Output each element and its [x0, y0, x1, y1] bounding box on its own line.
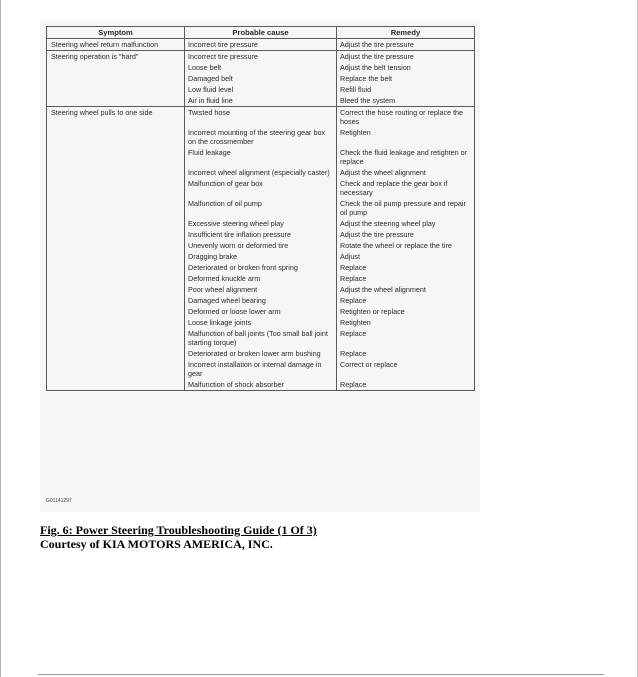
table-row	[47, 62, 475, 73]
remedy-cell: Adjust	[337, 251, 475, 262]
remedy-cell: Replace	[337, 328, 475, 348]
remedy-cell: Adjust the belt tension	[337, 62, 475, 73]
cause-cell: Malfunction of ball joints (Too small ball joint starting torque)	[185, 328, 337, 348]
cause-cell: Low fluid level	[185, 84, 337, 95]
symptom-cell	[47, 229, 185, 240]
remedy-cell: Adjust the steering wheel play	[337, 218, 475, 229]
symptom-cell	[47, 251, 185, 262]
symptom-cell	[47, 284, 185, 295]
symptom-cell	[47, 198, 185, 218]
remedy-cell: Check and replace the gear box if necessary	[337, 178, 475, 198]
remedy-cell: Adjust the wheel alignment	[337, 284, 475, 295]
table-row	[47, 273, 475, 284]
cause-cell: Fluid leakage	[185, 147, 337, 167]
symptom-cell	[47, 262, 185, 273]
remedy-cell: Retighten or replace	[337, 306, 475, 317]
table-row	[47, 379, 475, 391]
cause-cell: Unevenly worn or deformed tire	[185, 240, 337, 251]
table-row	[47, 317, 475, 328]
cause-cell: Loose linkage joints	[185, 317, 337, 328]
table-row	[47, 167, 475, 178]
remedy-cell: Correct or replace	[337, 359, 475, 379]
symptom-cell	[47, 295, 185, 306]
table-row	[47, 107, 475, 128]
remedy-cell: Check the oil pump pressure and repair oil pump	[337, 198, 475, 218]
cause-cell: Deteriorated or broken lower arm bushing	[185, 348, 337, 359]
remedy-cell: Adjust the tire pressure	[337, 39, 475, 51]
symptom-cell	[47, 317, 185, 328]
table-row	[47, 262, 475, 273]
cause-cell: Incorrect mounting of the steering gear box on the crossmember	[185, 127, 337, 147]
remedy-cell: Bleed the system	[337, 95, 475, 107]
symptom-cell	[47, 348, 185, 359]
remedy-cell: Replace	[337, 348, 475, 359]
symptom-cell	[47, 178, 185, 198]
symptom-cell	[47, 306, 185, 317]
table-row	[47, 127, 475, 147]
table-row	[47, 73, 475, 84]
table-row	[47, 229, 475, 240]
symptom-cell: Steering wheel pulls to one side	[47, 107, 185, 128]
cause-cell: Malfunction of oil pump	[185, 198, 337, 218]
remedy-cell: Adjust the wheel alignment	[337, 167, 475, 178]
remedy-cell: Replace	[337, 262, 475, 273]
remedy-cell: Adjust the tire pressure	[337, 229, 475, 240]
remedy-cell: Replace	[337, 273, 475, 284]
troubleshooting-figure	[40, 20, 480, 512]
symptom-cell	[47, 95, 185, 107]
cause-cell: Incorrect installation or internal damage in gear	[185, 359, 337, 379]
cause-cell: Deteriorated or broken front spring	[185, 262, 337, 273]
table-row	[47, 359, 475, 379]
page-border-left	[0, 0, 1, 677]
cause-cell: Deformed or loose lower arm	[185, 306, 337, 317]
table-row	[47, 178, 475, 198]
table-row	[47, 51, 475, 63]
symptom-cell	[47, 379, 185, 391]
symptom-cell	[47, 359, 185, 379]
cause-cell: Damaged wheel bearing	[185, 295, 337, 306]
symptom-cell	[47, 73, 185, 84]
table-row	[47, 95, 475, 107]
cause-cell: Damaged belt	[185, 73, 337, 84]
footer-divider	[38, 674, 604, 675]
cause-cell: Malfunction of shock absorber	[185, 379, 337, 391]
cause-cell: Twisted hose	[185, 107, 337, 128]
remedy-cell: Refill fluid	[337, 84, 475, 95]
symptom-cell	[47, 84, 185, 95]
symptom-cell	[47, 167, 185, 178]
remedy-cell: Retighten	[337, 317, 475, 328]
table-row	[47, 284, 475, 295]
symptom-cell	[47, 328, 185, 348]
cause-cell: Incorrect tire pressure	[185, 51, 337, 63]
cause-cell: Insufficient tire inflation pressure	[185, 229, 337, 240]
cause-cell: Deformed knuckle arm	[185, 273, 337, 284]
symptom-cell	[47, 218, 185, 229]
remedy-cell: Rotate the wheel or replace the tire	[337, 240, 475, 251]
header-symptom: Symptom	[47, 27, 185, 39]
table-row	[47, 328, 475, 348]
remedy-cell: Replace	[337, 379, 475, 391]
symptom-cell	[47, 62, 185, 73]
cause-cell: Air in fluid line	[185, 95, 337, 107]
remedy-cell: Replace the belt	[337, 73, 475, 84]
remedy-cell: Check the fluid leakage and retighten or replace	[337, 147, 475, 167]
table-row	[47, 306, 475, 317]
remedy-cell: Adjust the tire pressure	[337, 51, 475, 63]
table-row	[47, 198, 475, 218]
remedy-cell: Correct the hose routing or replace the hoses	[337, 107, 475, 128]
table-row	[47, 295, 475, 306]
cause-cell: Dragging brake	[185, 251, 337, 262]
cause-cell: Loose belt	[185, 62, 337, 73]
figure-caption-credit: Courtesy of KIA MOTORS AMERICA, INC.	[40, 537, 273, 551]
cause-cell: Excessive steering wheel play	[185, 218, 337, 229]
symptom-cell	[47, 240, 185, 251]
figure-caption-title: Fig. 6: Power Steering Troubleshooting Guide (1 Of 3)	[40, 523, 317, 537]
cause-cell: Incorrect wheel alignment (especially caster)	[185, 167, 337, 178]
symptom-cell: Steering wheel return malfunction	[47, 39, 185, 51]
symptom-cell: Steering operation is "hard"	[47, 51, 185, 63]
remedy-cell: Retighten	[337, 127, 475, 147]
table-row	[47, 348, 475, 359]
cause-cell: Poor wheel alignment	[185, 284, 337, 295]
table-row	[47, 251, 475, 262]
table-row	[47, 240, 475, 251]
table-row	[47, 218, 475, 229]
cause-cell: Malfunction of gear box	[185, 178, 337, 198]
table-row	[47, 84, 475, 95]
figure-code: G01141297	[46, 498, 72, 504]
symptom-cell	[47, 147, 185, 167]
symptom-cell	[47, 127, 185, 147]
header-remedy: Remedy	[337, 27, 475, 39]
remedy-cell: Replace	[337, 295, 475, 306]
table-header-row	[47, 27, 475, 39]
table-row	[47, 39, 475, 51]
cause-cell: Incorrect tire pressure	[185, 39, 337, 51]
table-row	[47, 147, 475, 167]
symptom-cell	[47, 273, 185, 284]
header-probable-cause: Probable cause	[185, 27, 337, 39]
troubleshooting-table	[46, 26, 475, 391]
